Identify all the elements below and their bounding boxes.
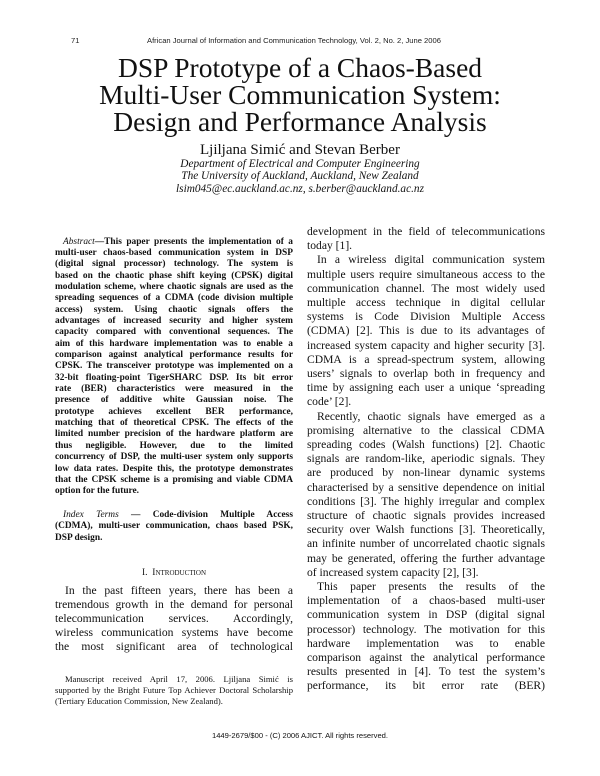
text-line: (digital signal processor) technology. The system is [55, 259, 293, 270]
section-title: Introduction [152, 568, 206, 578]
text-line: processor) technology. The motivation for this [307, 622, 545, 636]
text-line: concurrency of DSP, the multi-user system only supports [55, 452, 293, 463]
text-line: Recently, chaotic signals have emerged as a [317, 409, 545, 423]
index-terms-label: Index Terms [63, 509, 119, 520]
text-line: CDMA is a spread-spectrum system, allowing [307, 352, 545, 366]
text-line: advantages of increased security and higher system [55, 315, 293, 326]
text-line: that the CPSK scheme is a promising and viable CDMA [55, 474, 293, 485]
page-number: 71 [71, 36, 80, 45]
affiliation-university: The University of Auckland, Auckland, New Zealand [181, 170, 419, 182]
text-line: (CDMA) [2]. This is due to its advantages of [307, 324, 545, 338]
text-line: promising alternative to the classical CDMA [307, 423, 545, 437]
affiliation-department: Department of Electrical and Computer Engineering [180, 158, 420, 170]
text-line: Manuscript received April 17, 2006. Ljiljana Simić is [65, 673, 293, 684]
text-line: telecommunication services. Accordingly, [55, 611, 293, 625]
title-line: DSP Prototype of a Chaos-Based [117, 52, 483, 83]
text-line: the most significant area of technological [55, 639, 293, 653]
text-line: capacity compared with conventional sequences. The [55, 327, 293, 338]
title-line: Multi-User Communication System: [99, 79, 501, 110]
text-line: an infinite number of uncorrelated chaotic signals [307, 537, 545, 551]
running-header: African Journal of Information and Communication Technology, Vol. 2, No. 2, June 2006 [147, 36, 441, 45]
text-line: supported by the Bright Future Top Achiever Doctoral Scholarship [55, 684, 293, 695]
text-line: low data rates. Despite this, the prototype demonstrates [55, 463, 293, 474]
text-line: code’ [2]. [307, 395, 352, 409]
text-line: time by assigning each user a unique ‘spreading [307, 381, 545, 395]
text-line: implementation of a chaos-based multi-user [307, 594, 545, 608]
text-line: communication channel. The most widely used [307, 281, 545, 295]
text-line: CPSK. The transceiver prototype was implemented on a [55, 361, 293, 372]
section-number: I. [141, 568, 148, 578]
text-line: In the past fifteen years, there has been a [65, 584, 293, 597]
text-line: tremendous growth in the demand for personal [55, 597, 293, 611]
text-line: are produced by non-linear dynamic systems [307, 466, 545, 480]
abstract-label: Abstract [63, 236, 95, 247]
affiliation-emails: lsim045@ec.auckland.ac.nz, s.berber@auckland.ac.nz [176, 183, 424, 195]
text-line: increased system capacity and higher security [3]. [307, 338, 545, 352]
text-line: This paper presents the results of the [317, 580, 545, 593]
text-line [63, 237, 293, 248]
text-line: matching that of theoretical CPSK. The effects of the [55, 418, 293, 429]
text-line: multi-user chaos-based communication system in DSP [55, 247, 293, 258]
text-line: hardware implementation was to enable [307, 636, 545, 650]
text-line: development in the field of telecommunications [307, 225, 545, 238]
text-line: access) system. Using chaotic signals offers the [55, 304, 293, 315]
text-line: (CDMA), multi-user communication, chaos based PSK, [55, 521, 293, 531]
title-line: Design and Performance Analysis [113, 106, 487, 137]
text-line: comparison against the analytical performance [307, 651, 545, 664]
text-line: prototype achieves excellent BER performance, [55, 406, 293, 417]
copyright-footer: 1449-2679/$00 - (C) 2006 AJICT. All rights reserved. [211, 731, 388, 740]
text-line: users’ signals to overlap both in frequency and [307, 367, 545, 380]
text-line: systems is Code Division Multiple Access [307, 310, 545, 324]
text-line: security over Walsh functions [3]. Theoretically, [307, 523, 545, 537]
text-line: structure of chaotic signals provides increased [307, 509, 545, 522]
text-line: wireless communication systems have become [55, 625, 293, 639]
text-line: modulation scheme, where chaotic signals are used as the [55, 281, 293, 292]
text-line: signals are random-like, aperiodic signals. They [307, 452, 545, 466]
text-line: spreading codes (Walsh functions) [2]. Chaotic [307, 438, 545, 451]
text-line: aim of this hardware implementation was to enable a [55, 338, 293, 349]
text-line: communication system in DSP (digital signal [307, 608, 545, 622]
text-line: (Tertiary Education Commission, New Zealand). [55, 695, 223, 706]
text-line: conditions [3]. The highly irregular and complex [307, 494, 545, 508]
text-line: multiple users require simultaneous access to the [307, 267, 545, 281]
text-line: today [1]. [307, 239, 353, 253]
text-line-content: — Code-division Multiple Access [118, 509, 293, 520]
text-line: may be generated, offering the further advantage [307, 551, 545, 565]
authors: Ljiljana Simić and Stevan Berber [200, 142, 400, 158]
text-line: DSP design. [55, 532, 103, 543]
section-heading [55, 568, 293, 579]
text-line: presence of additive white Gaussian noise. The [55, 395, 293, 406]
text-line: option for the future. [55, 486, 140, 497]
text-line: comparison against analytical performance results for [55, 350, 293, 360]
text-line: performance, its bit error rate (BER) [307, 679, 545, 693]
text-line: multiple access technique in digital cellular [307, 296, 545, 309]
text-line: 32-bit floating-point TigerSHARC DSP. Its bit error [55, 372, 293, 383]
text-line-content: —This paper presents the implementation of a [94, 236, 293, 247]
text-line: limited number precision of the hardware platform are [55, 429, 293, 440]
text-line: thus negligible. However, due to the limited [55, 440, 293, 451]
text-line: spreading sequences of a CDMA (code division multiple [55, 293, 293, 304]
text-line: of increased system capacity [2], [3]. [307, 565, 479, 579]
text-line: results presented in [4]. To test the system’s [307, 665, 545, 679]
text-line: In a wireless digital communication system [317, 253, 545, 267]
text-line: based on the chaotic phase shift keying (CPSK) digital [55, 270, 293, 281]
text-line: characterised by a sensitive dependence on initial [307, 480, 545, 494]
text-line [63, 510, 293, 521]
text-line: rate (BER) characteristics were measured in the [55, 384, 293, 395]
